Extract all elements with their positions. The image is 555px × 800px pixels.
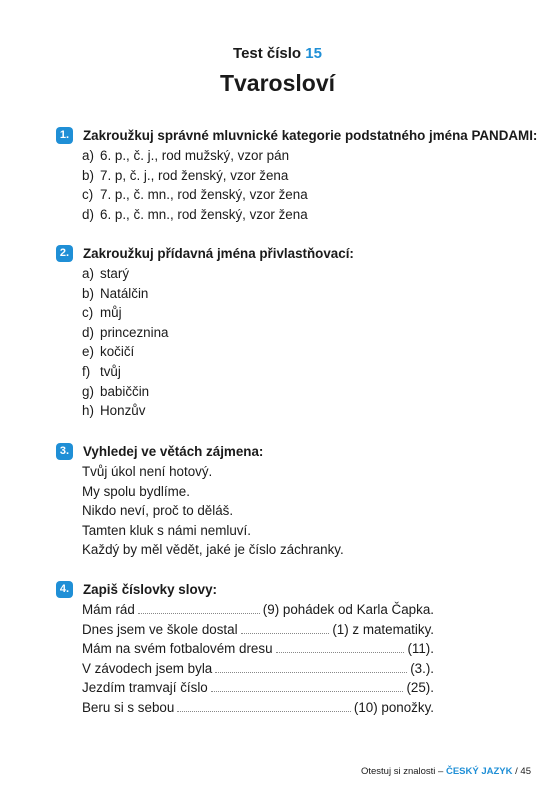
sentence[interactable]: Tvůj úkol není hotový. [82,464,213,479]
task-number-badge: 1. [56,127,73,144]
option[interactable]: d) princeznina [82,324,169,340]
task-4 [56,578,526,718]
fill-in-row: Beru si s sebou (10) ponožky. [82,699,434,715]
task-number-badge: 3. [56,443,73,460]
task-instruction: Zakroužkuj správné mluvnické kategorie podstatného jména PANDAMI: [83,127,538,143]
option[interactable]: h) Honzův [82,403,146,419]
footer-brand: ČESKÝ JAZYK [445,766,513,777]
option[interactable]: a) 6. p., č. j., rod mužský, vzor pán [82,148,290,163]
answer-blank[interactable] [241,621,330,634]
task-instruction: Zakroužkuj přídavná jména přivlastňovací: [83,245,354,261]
option[interactable]: f) tvůj [82,363,121,379]
test-number: 15 [305,45,322,62]
fill-in-row: Dnes jsem ve škole dostal (1) z matematiky. [82,621,434,637]
task-number-badge: 2. [56,245,73,262]
task-3 [56,440,526,560]
test-label: Test číslo [233,45,302,62]
sentence[interactable]: Každý by měl vědět, jaké je číslo záchranky. [82,542,344,558]
option[interactable]: c) můj [82,305,122,321]
answer-blank[interactable] [276,640,405,653]
sentence[interactable]: Nikdo neví, proč to děláš. [82,503,234,519]
answer-blank[interactable] [211,679,404,692]
answer-blank[interactable] [138,601,260,614]
task-instruction: Vyhledej ve větách zájmena: [83,443,264,459]
task-number-badge: 4. [56,581,73,598]
task-instruction: Zapiš číslovky slovy: [83,581,217,597]
option[interactable]: e) kočičí [82,344,135,360]
fill-in-row: Mám rád (9) pohádek od Karla Čapka. [82,602,434,617]
fill-in-row: V závodech jsem byla (3.). [82,660,434,676]
footer-page-number: / 45 [512,766,531,777]
option[interactable]: b) 7. p, č. j., rod ženský, vzor žena [82,167,289,183]
footer-text: Otestuj si znalosti – [360,766,446,777]
answer-blank[interactable] [177,699,351,712]
sentence[interactable]: Tamten kluk s námi nemluví. [82,522,251,538]
page-title: Tvarosloví [219,70,336,96]
fill-in-row: Jezdím tramvají číslo (25). [82,680,434,696]
answer-blank[interactable] [215,660,407,673]
page-footer [361,766,531,777]
task-1 [56,124,538,224]
option[interactable]: d) 6. p., č. mn., rod ženský, vzor žena [82,206,308,222]
option[interactable]: b) Natálčin [82,285,149,301]
option[interactable]: g) babiččin [82,383,150,399]
sentence[interactable]: My spolu bydlíme. [82,483,190,499]
option[interactable]: a) starý [82,266,130,281]
task-2 [56,242,526,421]
option[interactable]: c) 7. p., č. mn., rod ženský, vzor žena [82,187,308,203]
test-number-heading [0,45,555,62]
fill-in-row: Mám na svém fotbalovém dresu (11). [82,641,434,657]
